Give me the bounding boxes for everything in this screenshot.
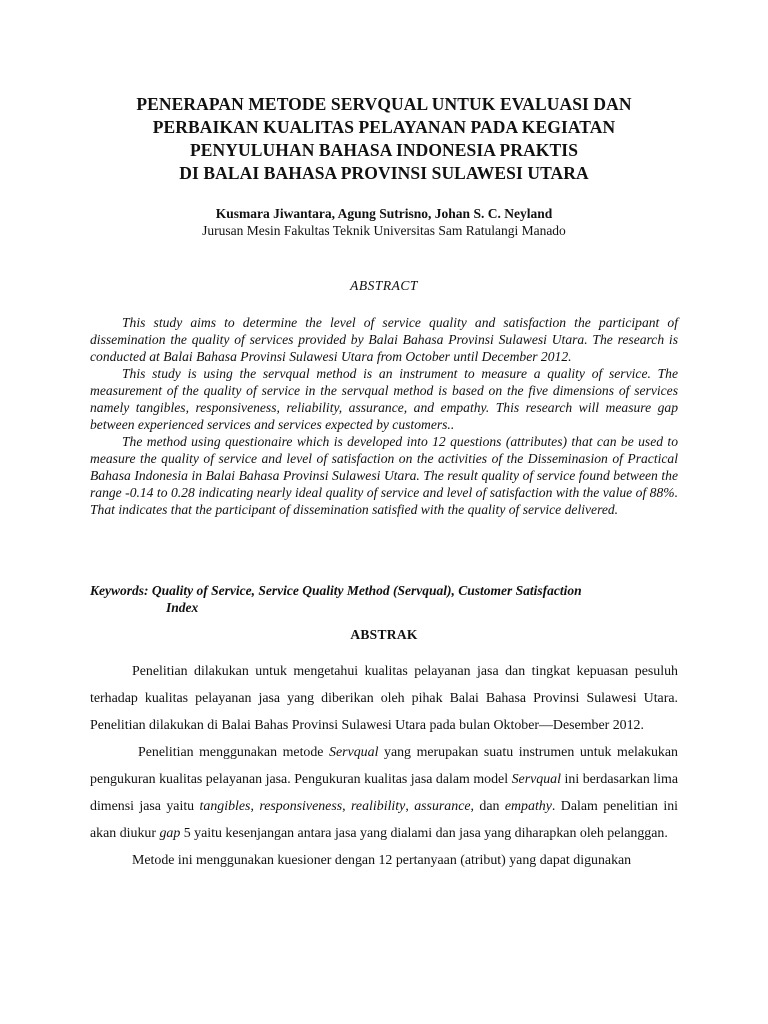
title-line-2: PERBAIKAN KUALITAS PELAYANAN PADA KEGIATAN: [152, 117, 616, 137]
abstrak-heading: ABSTRAK: [350, 627, 418, 642]
keywords-label: Keywords:: [90, 583, 149, 598]
term-servqual: Servqual: [329, 745, 379, 760]
abstrak-indonesian: [90, 658, 678, 874]
p2-comma-1: ,: [250, 799, 260, 814]
keywords-line-1: Quality of Service, Service Quality Method (Servqual), Customer Satisfaction: [151, 583, 582, 598]
term-servqual-2: Servqual: [511, 772, 561, 787]
p2-text-2: yang merupakan suatu instrumen untuk melakukan pengukuran kualitas pelayanan jasa. Pengukuran kualitas jasa dalam model: [90, 745, 678, 787]
abstrak-paragraph-3: Metode ini menggunakan kuesioner dengan 12 pertanyaan (atribut) yang dapat digunakan: [132, 853, 632, 868]
keywords: [90, 582, 678, 616]
term-assurance: assurance: [414, 799, 471, 814]
p2-comma-3: ,: [405, 799, 415, 814]
p2-text-1: Penelitian menggunakan metode: [138, 745, 330, 760]
keywords-line-2: Index: [166, 600, 199, 615]
p2-text-3: ini berdasarkan lima dimensi jasa yaitu: [90, 772, 678, 814]
paper-title: [90, 93, 678, 185]
term-responsiveness: responsiveness: [259, 799, 343, 814]
abstract-heading: ABSTRACT: [350, 278, 418, 293]
affiliation: Jurusan Mesin Fakultas Teknik Universitas Sam Ratulangi Manado: [202, 223, 566, 238]
p2-text-6: 5 yaitu kesenjangan antara jasa yang dialami dan jasa yang diharapkan oleh pelanggan.: [180, 826, 668, 841]
abstrak-paragraph-1: Penelitian dilakukan untuk mengetahui kualitas pelayanan jasa dan tingkat kepuasan pesuluh terhadap kualitas pelayanan jasa yang diberikan oleh pihak Balai Bahasa Provinsi Sulawesi Utara. Penelitian dilakukan di Balai Bahas Provinsi Sulawesi Utara pada bulan Oktober—Desember 2012.: [90, 664, 678, 733]
abstract-paragraph-1: This study aims to determine the level of service quality and satisfaction the participant of dissemination the quality of services provided by Balai Bahasa Provinsi Sulawesi Utara. The research is conducted at Balai Bahasa Provinsi Sulawesi Utara from October until December 2012.: [90, 315, 678, 364]
p2-text-4: , dan: [470, 799, 505, 814]
term-tangibles: tangibles: [199, 799, 251, 814]
p2-comma-2: ,: [342, 799, 352, 814]
abstract-english: [90, 314, 678, 518]
title-line-4: DI BALAI BAHASA PROVINSI SULAWESI UTARA: [179, 163, 589, 183]
term-gap: gap: [159, 826, 181, 841]
term-realibility: realibility: [351, 799, 406, 814]
title-line-1: PENERAPAN METODE SERVQUAL UNTUK EVALUASI DAN: [136, 94, 632, 114]
title-line-3: PENYULUHAN BAHASA INDONESIA PRAKTIS: [189, 140, 579, 160]
author-list: Kusmara Jiwantara, Agung Sutrisno, Johan S. C. Neyland: [215, 206, 553, 221]
p2-text-5: . Dalam penelitian ini akan diukur: [90, 799, 679, 841]
abstract-paragraph-3: The method using questionaire which is developed into 12 questions (attributes) that can be used to measure the quality of service and level of satisfaction on the activities of the Disseminasion of Practical Bahasa Indonesia in Balai Bahasa Provinsi Sulawesi Utara. The result quality of service found between the range -0.14 to 0.28 indicating nearly ideal quality of service and level of satisfaction with the value of 88%. That indicates that the participant of dissemination satisfied with the quality of service delivered.: [90, 434, 678, 517]
abstract-paragraph-2: This study is using the servqual method is an instrument to measure a quality of service. The measurement of the quality of service in the servqual method is based on the five dimensions of services namely tangibles, responsiveness, reliability, assurance, and empathy. This research will measure gap between experienced services and services expected by customers..: [90, 366, 678, 432]
term-empathy: empathy: [504, 799, 552, 814]
abstrak-paragraph-2: [90, 739, 678, 847]
